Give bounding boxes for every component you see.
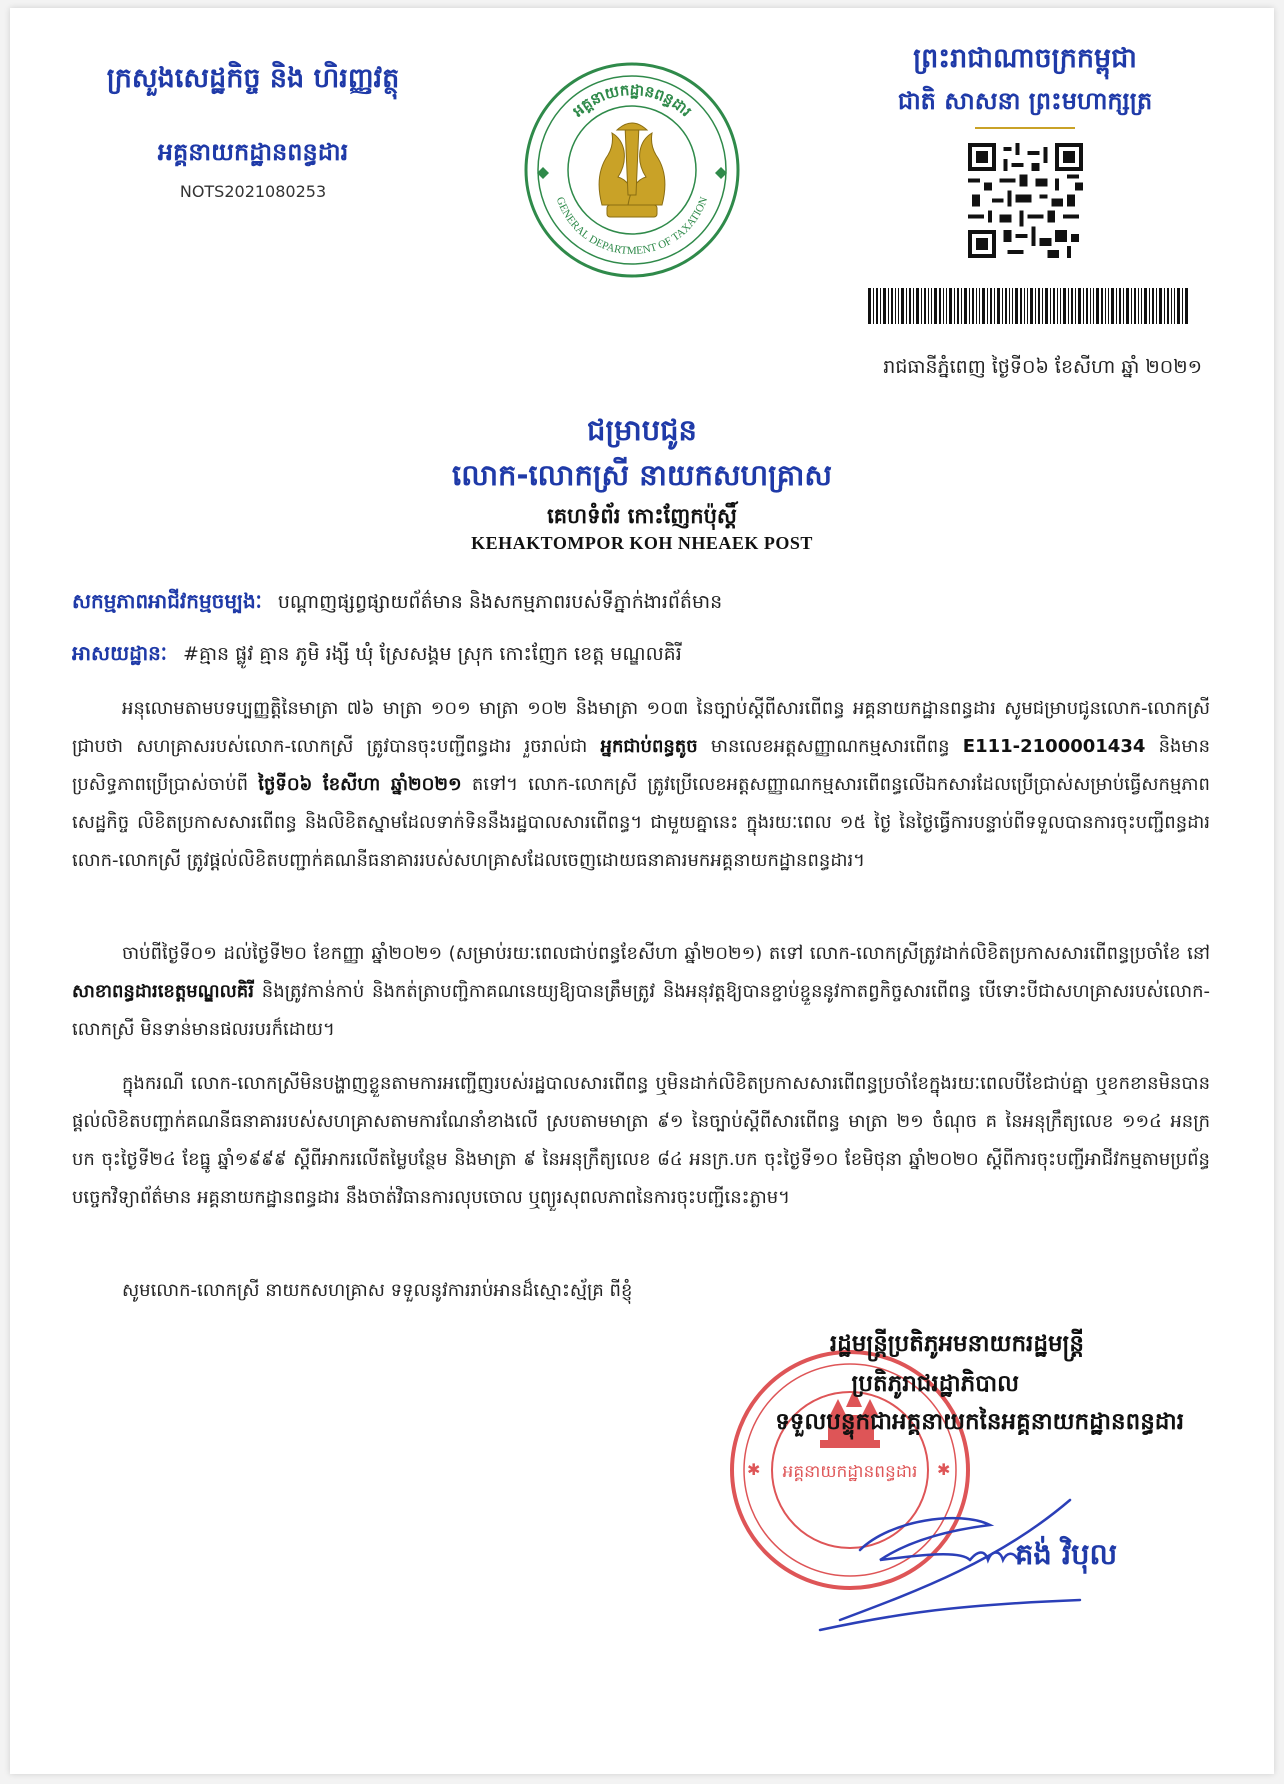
p1-text-a: អនុលោមតាមបទប្បញ្ញត្តិនៃមាត្រា ៧៦ មាត្រា ១០១ មាត្រា ១០២ និងមាត្រា ១០៣ នៃច្បាប់ស្តីពីសារពើពន្ធ អគ្គនាយកដ្ឋានពន្ធដារ សូមជម្រាបជូនលោក-លោកស្រីជ្រាបថា សហគ្រាសរបស់លោក-លោកស្រី ត្រូវបានចុះបញ្ជីពន្ធដារ រួចរាល់ជា: [72, 698, 1210, 757]
stamp-text: អគ្គនាយកដ្ឋានពន្ធដារ: [782, 1462, 918, 1482]
paragraph-filing: [72, 935, 1210, 1049]
ministry-name-text: ក្រសួងសេដ្ឋកិច្ច និង ហិរញ្ញវត្ថុ: [106, 63, 400, 94]
barcode-icon: [868, 288, 1188, 324]
p2-text-a: ចាប់ពីថ្ងៃទី០១ ដល់ថ្ងៃទី២០ ខែកញ្ញា ឆ្នាំ២០២១ (សម្រាប់រយៈពេលជាប់ពន្ធខែសីហា ឆ្នាំ២០២១) តទៅ លោក-លោកស្រីត្រូវដាក់លិខិតប្រកាសសារពើពន្ធប្រចាំខែ នៅ: [122, 943, 1210, 964]
business-activity-row: [72, 588, 1212, 618]
company-name-english: KEHAKTOMPOR KOH NHEAEK POST: [471, 533, 813, 553]
address-label: អាសយដ្ឋានៈ: [72, 641, 167, 665]
tax-branch-name: សាខាពន្ធដារខេត្តមណ្ឌលគិរី: [72, 981, 254, 1002]
address-value: #គ្មាន ផ្លូវ គ្មាន ភូមិ រង្សី ឃុំ ស្រែសង្គម ស្រុក កោះញែក ខេត្ត មណ្ឌលគិរី: [183, 643, 682, 665]
svg-text:✱: ✱: [937, 1460, 951, 1479]
salutation-heading: ជម្រាបជូន: [587, 413, 697, 447]
signer-name: គង់ វិបុល: [1015, 1537, 1118, 1571]
tax-department-seal-icon: [517, 55, 747, 285]
department-name: អគ្គនាយកដ្ឋានពន្ធដារ: [157, 138, 349, 166]
business-activity-label: សកម្មភាពអាជីវកម្មចម្បងៈ: [72, 589, 262, 613]
paragraph-closing: [72, 1272, 1210, 1310]
p1-text-e: និងមានប្រសិទ្ធភាពប្រើប្រាស់ចាប់ពី: [72, 736, 1210, 795]
p1-text-c: មានលេខអត្តសញ្ញាណកម្មសារពើពន្ធ: [710, 736, 950, 757]
business-activity-value: បណ្ដាញផ្សព្វផ្សាយព័ត៌មាន និងសកម្មភាពរបស់ទីភ្នាក់ងារព័ត៌មាន: [277, 591, 723, 613]
reference-number: NOTS2021080253: [179, 182, 327, 201]
national-motto: ជាតិ សាសនា ព្រះមហាក្សត្រ: [897, 87, 1153, 115]
effective-date: ថ្ងៃទី០៦ ខែសីហា ឆ្នាំ២០២១: [258, 774, 462, 795]
signer-title-3: ទទួលបន្ទុកជាអគ្គនាយកនៃអគ្គនាយកដ្ឋានពន្ធដារ: [775, 1409, 1184, 1435]
ministry-name: [88, 62, 418, 101]
signer-title-1: រដ្ឋមន្ត្រីប្រតិភូអមនាយករដ្ឋមន្ត្រី: [829, 1331, 1084, 1357]
p2-text-c: និងត្រូវកាន់កាប់ និងកត់ត្រាបញ្ជិកាគណនេយ្យឱ្យបានត្រឹមត្រូវ និងអនុវត្តឱ្យបានខ្ជាប់ខ្ជួននូវកាតព្វកិច្ចសារពើពន្ធ បើទោះបីជាសហគ្រាសរបស់លោក-លោកស្រី មិនទាន់មានផលរបរក៏ដោយ។: [72, 981, 1210, 1040]
addressee-title: លោក-លោកស្រី នាយកសហគ្រាស: [452, 458, 832, 492]
p3-text: ក្នុងករណី លោក-លោកស្រីមិនបង្ហាញខ្លួនតាមការអញ្ជើញរបស់រដ្ឋបាលសារពើពន្ធ ឬមិនដាក់លិខិតប្រកាសសារពើពន្ធប្រចាំខែក្នុងរយៈពេលបីខែជាប់គ្នា ឬខកខានមិនបានផ្តល់លិខិតបញ្ជាក់គណនីធនាគាររបស់សហគ្រាសតាមការណែនាំខាងលើ ស្របតាមមាត្រា ៩១ នៃច្បាប់ស្តីពីសារពើពន្ធ មាត្រា ២១ ចំណុច គ នៃអនុក្រឹត្យលេខ ១១៤ អនក្រ បក ចុះថ្ងៃទី២៤ ខែធ្នូ ឆ្នាំ១៩៩៩ ស្តីពីអាករលើតម្លៃបន្ថែម និងមាត្រា ៩ នៃអនុក្រឹត្យលេខ ៨៤ អនក្រ.បក ចុះថ្ងៃទី១០ ខែមិថុនា ឆ្នាំ២០២០ ស្តីពីការចុះបញ្ជីអាជីវកម្មតាមប្រព័ន្ធបច្ចេកវិទ្យាព័ត៌មាន អគ្គនាយកដ្ឋានពន្ធដារ នឹងចាត់វិធានការលុបចោល ឬព្យួរសុពលភាពនៃការចុះបញ្ជីនេះភ្លាម។: [72, 1073, 1210, 1208]
kingdom-title: ព្រះរាជាណាចក្រកម្ពុជា: [913, 43, 1137, 74]
issue-date: រាជធានីភ្នំពេញ ថ្ងៃទី០៦ ខែសីហា ឆ្នាំ ២០២១: [883, 356, 1202, 378]
seal-english-text: GENERAL DEPARTMENT OF TAXATION: [553, 195, 711, 258]
svg-text:✱: ✱: [747, 1460, 761, 1479]
taxpayer-category: អ្នកជាប់ពន្ធតូច: [600, 736, 698, 757]
paragraph-registration: [72, 690, 1210, 880]
company-name-khmer: គេហទំព័រ កោះញែកប៉ុស្តិ៍: [547, 504, 737, 528]
motto-divider: [975, 127, 1075, 129]
address-row: [72, 640, 1212, 670]
paragraph-penalty: [72, 1065, 1210, 1217]
qr-code-icon[interactable]: [968, 143, 1083, 258]
seal-khmer-text: អគ្គនាយកដ្ឋានពន្ធដារ: [568, 80, 696, 121]
signer-title-2: ប្រតិភូរាជរដ្ឋាភិបាល: [851, 1371, 1019, 1397]
tax-id-number: E111-2100001434: [962, 736, 1146, 757]
p1-text-g: តទៅ។ លោក-លោកស្រី ត្រូវប្រើលេខអត្តសញ្ញាណកម្មសារពើពន្ធលើឯកសារដែលប្រើប្រាស់សម្រាប់ធ្វើសកម្មភាពសេដ្ឋកិច្ច លិខិតប្រកាសសារពើពន្ធ និងលិខិតស្នាមដែលទាក់ទិននឹងរដ្ឋបាលសារពើពន្ធ។ ជាមួយគ្នានេះ ក្នុងរយៈពេល ១៥ ថ្ងៃ នៃថ្ងៃធ្វើការបន្ទាប់ពីទទួលបានការចុះបញ្ជីពន្ធដារ លោក-លោកស្រី ត្រូវផ្តល់លិខិតបញ្ជាក់គណនីធនាគាររបស់សហគ្រាសដែលចេញដោយធនាគារមកអគ្គនាយកដ្ឋានពន្ធដារ។: [72, 774, 1210, 871]
p4-text: សូមលោក-លោកស្រី នាយកសហគ្រាស ទទួលនូវការរាប់អានដ៏ស្មោះស្ម័គ្រ ពីខ្ញុំ: [122, 1280, 633, 1301]
